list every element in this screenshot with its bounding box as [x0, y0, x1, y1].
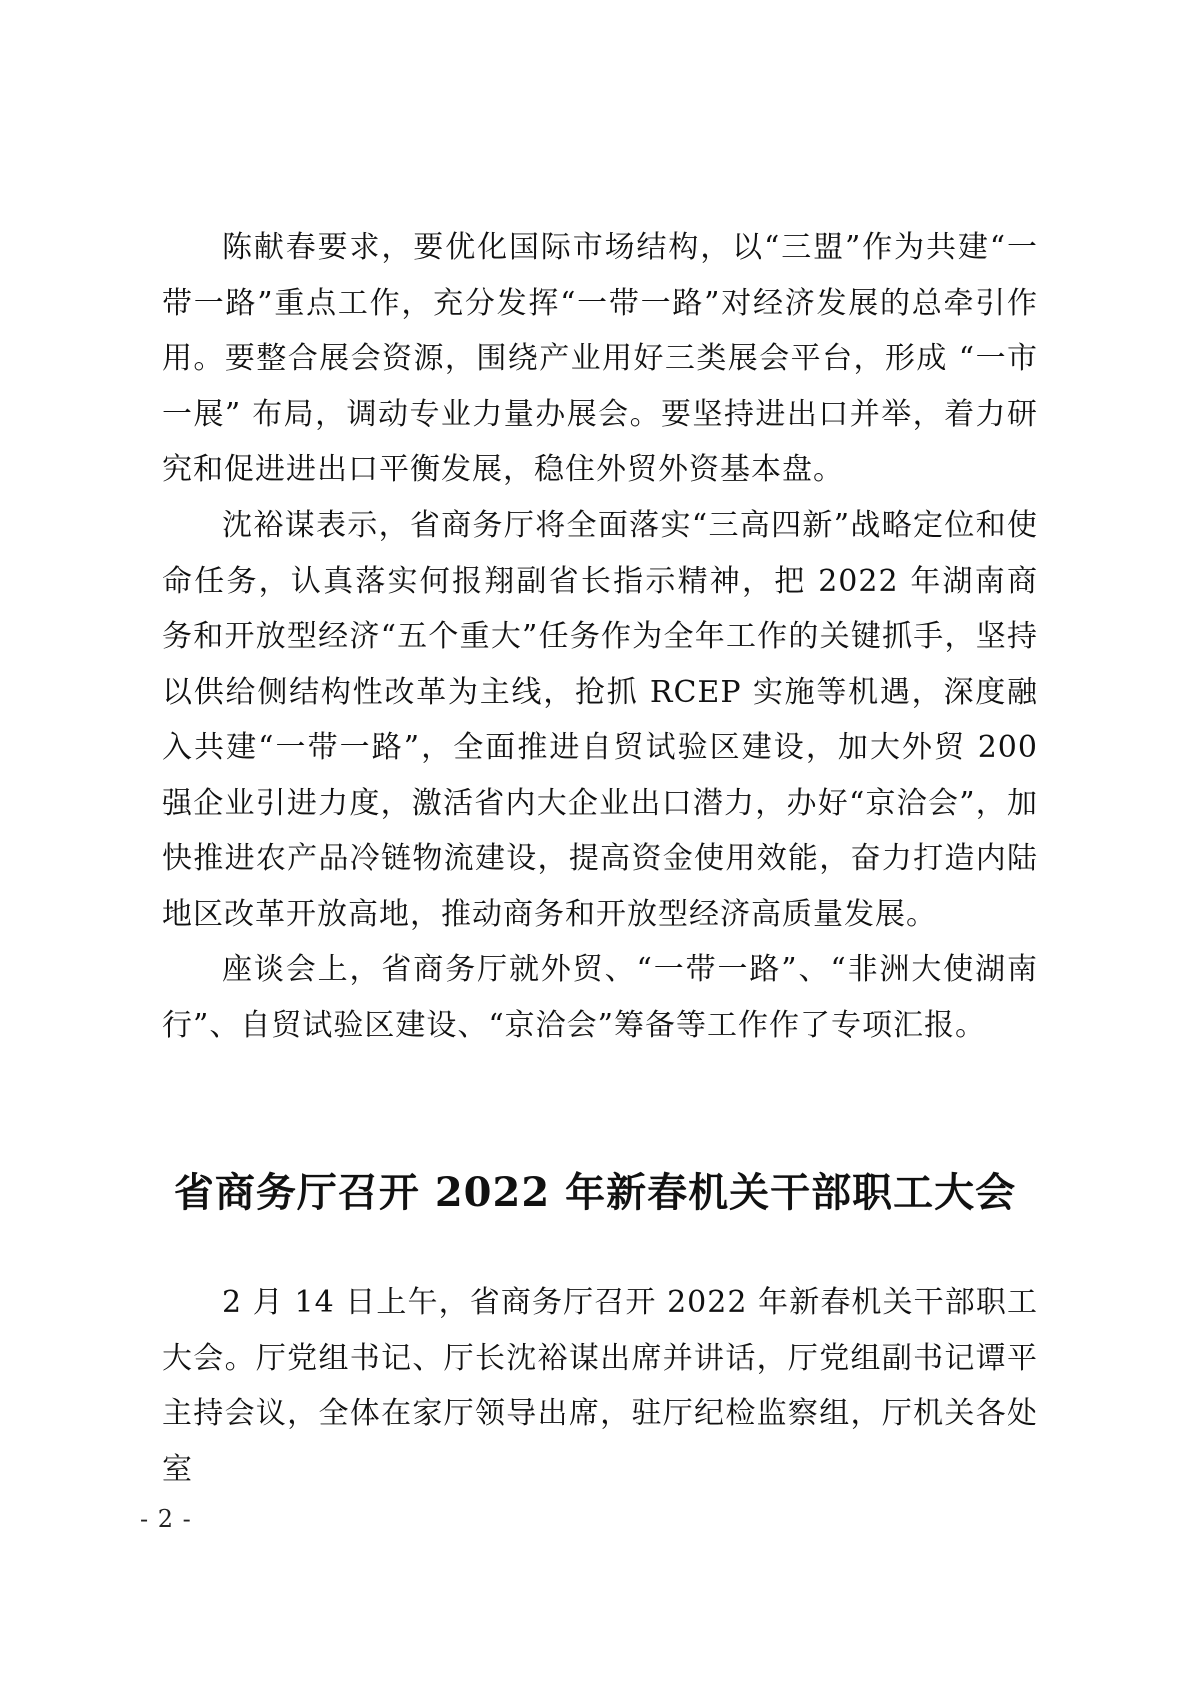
page-number: - 2 - [140, 1505, 192, 1533]
article-first-paragraph: 2 月 14 日上午，省商务厅召开 2022 年新春机关干部职工大会。厅党组书记、厅长沈裕谋出席并讲话，厅党组副书记谭平主持会议，全体在家厅领导出席，驻厅纪检监察组，厅机关各处室 [162, 1285, 1038, 1487]
paragraph-chen-requirements: 陈献春要求，要优化国际市场结构，以“三盟”作为共建“一带一路”重点工作，充分发挥“一带一路”对经济发展的总牵引作用。要整合展会资源，围绕产业用好三类展会平台，形成 “一市一展” 布局，调动专业力量办展会。要坚持进出口并举，着力研究和促进进出口平衡发展，稳住外贸外资基本盘。 [162, 230, 1038, 487]
article-title: 省商务厅召开 2022 年新春机关干部职工大会 [173, 1169, 1017, 1216]
paragraph-meeting-report: 座谈会上，省商务厅就外贸、“一带一路”、“非洲大使湖南行”、自贸试验区建设、“京洽会”筹备等工作作了专项汇报。 [162, 952, 1038, 1043]
paragraph-shen-statement: 沈裕谋表示，省商务厅将全面落实“三高四新”战略定位和使命任务，认真落实何报翔副省长指示精神，把 2022 年湖南商务和开放型经济“五个重大”任务作为全年工作的关键抓手，坚持以供给侧结构性改革为主线，抢抓 RCEP 实施等机遇，深度融入共建“一带一路”，全面推进自贸试验区建设，加大外贸 200 强企业引进力度，激活省内大企业出口潜力，办好“京洽会”，加快推进农产品冷链物流建设，提高资金使用效能，奋力打造内陆地区改革开放高地，推动商务和开放型经济高质量发展。 [162, 508, 1038, 932]
